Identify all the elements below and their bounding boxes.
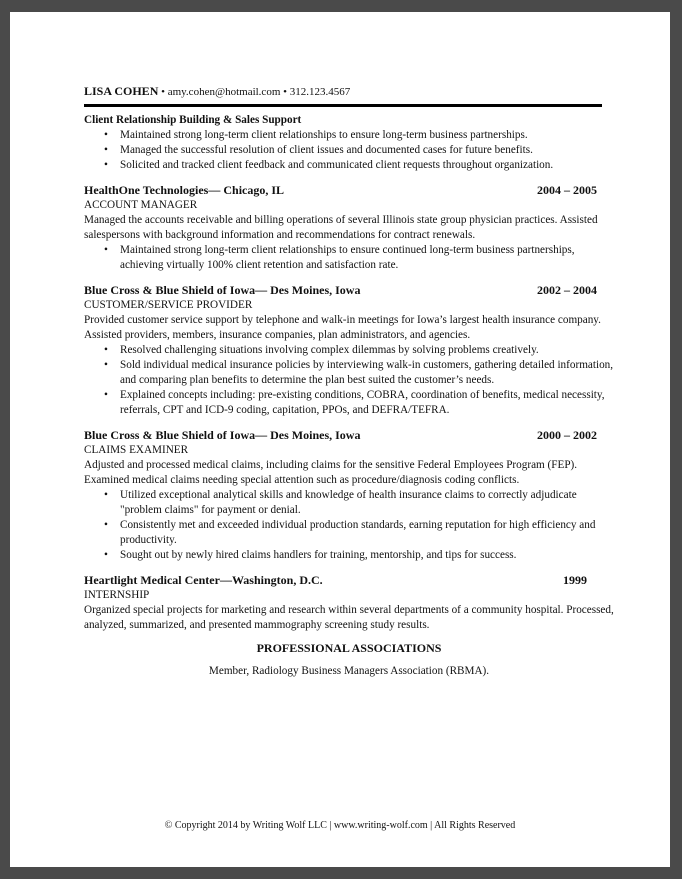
bullet-item: • Sold individual medical insurance policies by interviewing walk-in customers, gathering detailed information, and comparing plan benefits to determine the plan best suited the customer’s needs. (120, 358, 614, 388)
job-heading (84, 573, 587, 588)
contact-info: • amy.cohen@hotmail.com • 312.123.4567 (158, 86, 351, 98)
bullet-item: • Resolved challenging situations involving complex dilemmas by solving problems creatively. (120, 343, 614, 358)
job-heading (84, 283, 597, 298)
bullet-item: • Maintained strong long-term client relationships to ensure continued long-term business partnerships, achieving virtually 100% client retention and satisfaction rate. (120, 243, 614, 273)
resume-content (84, 84, 614, 679)
bullet-item: • Solicited and tracked client feedback and communicated client requests throughout organization. (120, 158, 614, 173)
job-entry (84, 283, 614, 418)
job-bullet-list (84, 243, 614, 273)
job-role: ACCOUNT MANAGER (84, 199, 198, 211)
intro-section-title: Client Relationship Building & Sales Support (84, 114, 302, 126)
job-dates: 2000 – 2002 (537, 428, 597, 442)
associations-heading: PROFESSIONAL ASSOCIATIONS (256, 641, 442, 655)
bullet-item: • Explained concepts including: pre-existing conditions, COBRA, coordination of benefits, medical necessity, referrals, CPT and ICD-9 coding, capitation, PPOs, and DEFRA/TEFRA. (120, 388, 614, 418)
header-rule (84, 104, 602, 107)
resume-page (10, 12, 670, 867)
bullet-item: • Maintained strong long-term client relationships to ensure long-term business partnerships. (120, 128, 614, 143)
job-role: INTERNSHIP (84, 589, 150, 601)
job-heading (84, 183, 597, 198)
associations-text: Member, Radiology Business Managers Association (RBMA). (208, 665, 490, 677)
job-description: Provided customer service support by telephone and walk-in meetings for Iowa’s largest health insurance company. Assisted providers, members, insurance companies, plan administrators, and agencies. (84, 314, 601, 341)
copyright-footer: © Copyright 2014 by Writing Wolf LLC | www.writing-wolf.com | All Rights Reserved (164, 820, 516, 831)
job-entry (84, 428, 614, 563)
candidate-name: LISA COHEN (84, 84, 159, 98)
intro-section (84, 113, 614, 173)
job-description: Adjusted and processed medical claims, including claims for the sensitive Federal Employees Program (FEP). Examined medical claims needing special attention such as procedure/diagnosis coding conflicts. (84, 459, 578, 486)
job-employer: HealthOne Technologies— Chicago, IL (84, 183, 285, 197)
job-bullet-list (84, 343, 614, 418)
job-heading (84, 428, 597, 443)
job-employer: Blue Cross & Blue Shield of Iowa— Des Moines, Iowa (84, 283, 361, 297)
job-role: CUSTOMER/SERVICE PROVIDER (84, 299, 253, 311)
bullet-item: • Utilized exceptional analytical skills and knowledge of health insurance claims to correctly adjudicate "problem claims" for payment or denial. (120, 488, 614, 518)
job-employer: Blue Cross & Blue Shield of Iowa— Des Moines, Iowa (84, 428, 361, 442)
job-description: Managed the accounts receivable and billing operations of several Illinois state group physician practices. Assisted salespersons with background information and recommendations for contract renewals. (84, 214, 598, 241)
job-bullet-list (84, 488, 614, 563)
bullet-item: • Consistently met and exceeded individual production standards, earning reputation for high efficiency and productivity. (120, 518, 614, 548)
job-dates: 2004 – 2005 (537, 183, 597, 197)
job-entry (84, 573, 614, 633)
job-employer: Heartlight Medical Center—Washington, D.C. (84, 573, 323, 587)
job-description: Organized special projects for marketing and research within several departments of a community hospital. Processed, analyzed, summarized, and presented mammography screening study results. (84, 604, 614, 631)
job-dates: 2002 – 2004 (537, 283, 597, 297)
intro-bullet-list (84, 128, 614, 173)
job-dates: 1999 (563, 573, 587, 587)
job-role: CLAIMS EXAMINER (84, 444, 189, 456)
job-entry (84, 183, 614, 273)
bullet-item: • Sought out by newly hired claims handlers for training, mentorship, and tips for success. (120, 548, 614, 563)
resume-header (84, 84, 614, 100)
bullet-item: • Managed the successful resolution of client issues and documented cases for future benefits. (120, 143, 614, 158)
